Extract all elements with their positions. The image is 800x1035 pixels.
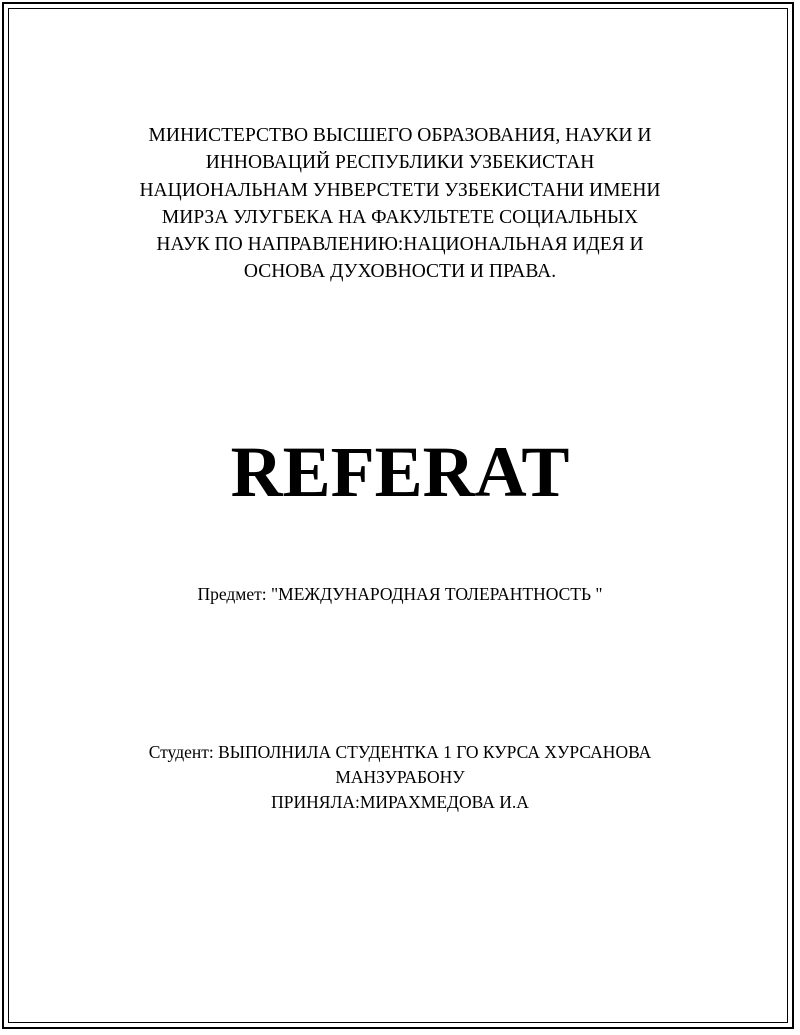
student-line: Студент: ВЫПОЛНИЛА СТУДЕНТКА 1 ГО КУРСА ХУРСАНОВА: [148, 742, 652, 762]
institution-header: [100, 122, 700, 286]
header-line: ОСНОВА ДУХОВНОСТИ И ПРАВА.: [243, 261, 557, 283]
header-line: МИНИСТЕРСТВО ВЫСШЕГО ОБРАЗОВАНИЯ, НАУКИ И: [148, 125, 652, 146]
header-line: НАУК ПО НАПРАВЛЕНИЮ:НАЦИОНАЛЬНАЯ ИДЕЯ И: [156, 234, 644, 256]
document-title: REFERAT: [230, 432, 570, 512]
student-info: [100, 740, 700, 815]
reviewer-line: ПРИНЯЛА:МИРАХМЕДОВА И.А: [271, 792, 529, 812]
header-line: МИРЗА УЛУГБЕКА НА ФАКУЛЬТЕТЕ СОЦИАЛЬНЫХ: [161, 206, 639, 228]
student-line: МАНЗУРАБОНУ: [335, 767, 465, 787]
header-line: НАЦИОНАЛЬНАМ УНВЕРСТЕТИ УЗБЕКИСТАНИ ИМЕНИ: [139, 179, 661, 201]
header-line: ИННОВАЦИЙ РЕСПУБЛИКИ УЗБЕКИСТАН: [205, 152, 595, 174]
subject-line: Предмет: "МЕЖДУНАРОДНАЯ ТОЛЕРАНТНОСТЬ ": [197, 584, 603, 604]
